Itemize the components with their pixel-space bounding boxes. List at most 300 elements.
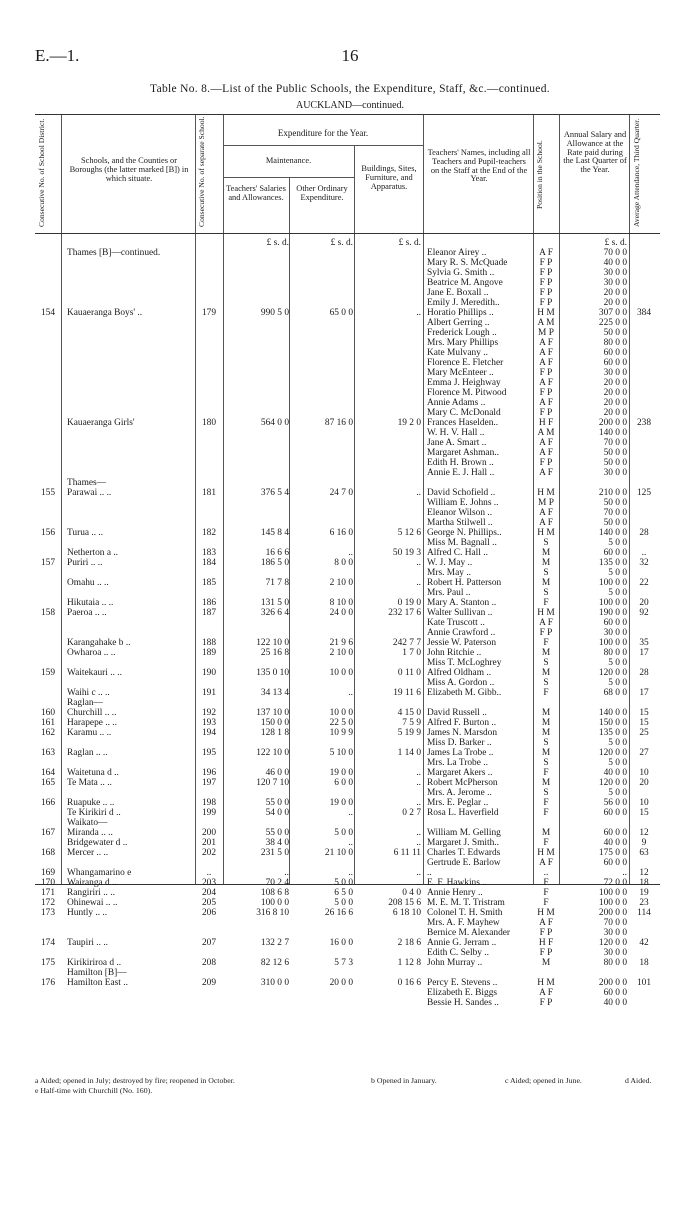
footnote-e: e Half-time with Churchill (No. 160). <box>35 1086 153 1095</box>
annual-salary: 70 0 0 <box>603 918 627 928</box>
table-row <box>35 778 660 788</box>
buildings: .. <box>416 558 421 568</box>
annual-salary: 80 0 0 <box>603 958 627 968</box>
teacher-name: David Schofield .. <box>427 488 496 498</box>
annual-salary: 20 0 0 <box>603 398 627 408</box>
buildings: 4 15 0 <box>397 708 421 718</box>
salaries: 82 12 6 <box>260 958 289 968</box>
salaries: 25 16 8 <box>260 648 289 658</box>
salaries: 54 0 0 <box>265 808 289 818</box>
table-row <box>35 358 660 368</box>
annual-salary: 30 0 0 <box>603 928 627 938</box>
district-no: 168 <box>40 848 56 858</box>
attendance: 19 <box>639 888 649 898</box>
teacher-name: Mrs. Paul .. <box>427 588 471 598</box>
salaries: 122 10 0 <box>256 748 289 758</box>
table-row <box>35 658 660 668</box>
position: M <box>541 958 551 968</box>
annual-salary: 120 0 0 <box>598 668 627 678</box>
header-schools: Schools, and the Counties or Boroughs (the latter marked [B]) in which situate. <box>69 156 189 183</box>
annual-salary: 5 0 0 <box>608 678 627 688</box>
teacher-name: Florence E. Fletcher <box>427 358 504 368</box>
teacher-name: Colonel T. H. Smith <box>427 908 503 918</box>
teacher-name: .. <box>427 868 432 878</box>
teacher-name: Charles T. Edwards <box>427 848 501 858</box>
table-row <box>35 548 660 558</box>
annual-salary: 307 0 0 <box>598 308 627 318</box>
annual-salary: 5 0 0 <box>608 568 627 578</box>
annual-salary: 5 0 0 <box>608 788 627 798</box>
teacher-name: James N. Marsdon <box>427 728 498 738</box>
teacher-name: Miss D. Barker .. <box>427 738 492 748</box>
page-header <box>35 46 665 66</box>
salaries: 100 0 0 <box>260 898 289 908</box>
other-expenditure: 5 0 0 <box>334 828 353 838</box>
teacher-name: Jane A. Smart .. <box>427 438 487 448</box>
position: F <box>543 878 549 888</box>
position: A F <box>539 378 553 388</box>
attendance: 20 <box>639 778 649 788</box>
annual-salary: 140 0 0 <box>598 428 627 438</box>
buildings: .. <box>416 308 421 318</box>
teacher-name: Walter Sullivan .. <box>427 608 493 618</box>
school-no: 183 <box>201 548 217 558</box>
attendance: 9 <box>641 838 647 848</box>
school-name: Harapepe .. .. <box>67 718 117 728</box>
school-name: Mercer .. .. <box>67 848 109 858</box>
position: .. <box>543 868 549 878</box>
buildings: 1 12 8 <box>397 958 421 968</box>
position: F P <box>539 948 553 958</box>
school-no: 182 <box>201 528 217 538</box>
table-row <box>35 408 660 418</box>
salaries: 316 8 10 <box>256 908 289 918</box>
table-row <box>35 688 660 698</box>
annual-salary: 50 0 0 <box>603 328 627 338</box>
annual-salary: 50 0 0 <box>603 448 627 458</box>
other-expenditure: 65 0 0 <box>329 308 353 318</box>
teacher-name: Mrs. A. F. Mayhew <box>427 918 500 928</box>
annual-salary: 50 0 0 <box>603 518 627 528</box>
other-expenditure: 10 0 0 <box>329 668 353 678</box>
other-expenditure: 24 7 0 <box>329 488 353 498</box>
annual-salary: 225 0 0 <box>598 318 627 328</box>
annual-salary: 210 0 0 <box>598 488 627 498</box>
teacher-name: Emma J. Heighway <box>427 378 501 388</box>
teacher-name: Annie Henry .. <box>427 888 483 898</box>
teacher-name: Margaret Ashman.. <box>427 448 499 458</box>
annual-salary: 30 0 0 <box>603 628 627 638</box>
school-no: 195 <box>201 748 217 758</box>
teacher-name: Alfred Oldham .. <box>427 668 492 678</box>
district-no: 160 <box>40 708 56 718</box>
position: F P <box>539 268 553 278</box>
attendance: 42 <box>639 938 649 948</box>
buildings: .. <box>416 488 421 498</box>
school-no: 201 <box>201 838 217 848</box>
school-name: Hikutaia .. .. <box>67 598 114 608</box>
position: F P <box>539 458 553 468</box>
buildings: 19 2 0 <box>397 418 421 428</box>
teacher-name: Annie Crawford .. <box>427 628 496 638</box>
buildings: 7 5 9 <box>402 718 421 728</box>
table-row <box>35 878 660 888</box>
district-no: 172 <box>40 898 56 908</box>
position: M <box>541 648 551 658</box>
attendance: 15 <box>639 808 649 818</box>
annual-salary: 70 0 0 <box>603 248 627 258</box>
teacher-name: Kate Truscott .. <box>427 618 485 628</box>
position: F <box>543 838 549 848</box>
annual-salary: 70 0 0 <box>603 508 627 518</box>
buildings: 208 15 6 <box>388 898 421 908</box>
school-name: Owharoa .. .. <box>67 648 116 658</box>
other-expenditure: 10 0 0 <box>329 708 353 718</box>
annual-salary: 30 0 0 <box>603 368 627 378</box>
annual-salary: 30 0 0 <box>603 948 627 958</box>
annual-salary: 120 0 0 <box>598 748 627 758</box>
position: A M <box>537 318 555 328</box>
position: F P <box>539 408 553 418</box>
annual-salary: 5 0 0 <box>608 588 627 598</box>
attendance: 101 <box>636 978 652 988</box>
position: F <box>543 888 549 898</box>
school-name: Omahu .. .. <box>67 578 109 588</box>
teacher-name: Miss M. Bagnall .. <box>427 538 497 548</box>
teacher-name: Rosa L. Haverfield <box>427 808 499 818</box>
school-name: Rangiriri .. .. <box>67 888 115 898</box>
buildings: 0 4 0 <box>402 888 421 898</box>
table-row <box>35 578 660 588</box>
teacher-name: Eleanor Airey .. <box>427 248 487 258</box>
position: S <box>543 678 549 688</box>
position: A F <box>539 468 553 478</box>
annual-salary: 140 0 0 <box>598 528 627 538</box>
district-no: 175 <box>40 958 56 968</box>
buildings: 0 16 6 <box>397 978 421 988</box>
other-expenditure: 6 16 0 <box>329 528 353 538</box>
position: F <box>543 798 549 808</box>
school-name: Netherton a .. <box>67 548 119 558</box>
other-expenditure: 5 10 0 <box>329 748 353 758</box>
annual-salary: 120 0 0 <box>598 778 627 788</box>
position: A F <box>539 518 553 528</box>
attendance: 18 <box>639 878 649 888</box>
header-teachers: Teachers' Names, including all Teachers and Pupil-teachers on the Staff at the End of the Year. <box>427 148 531 184</box>
salaries: 376 5 4 <box>260 488 289 498</box>
annual-salary: 68 0 0 <box>603 688 627 698</box>
header-buildings: Buildings, Sites, Furniture, and Apparatus. <box>361 164 417 191</box>
teacher-name: Mary R. S. McQuade <box>427 258 508 268</box>
teacher-name: John Ritchie .. <box>427 648 482 658</box>
footnote-c: c Aided; opened in June. <box>505 1076 582 1085</box>
salaries: 122 10 0 <box>256 638 289 648</box>
position: M <box>541 828 551 838</box>
table-row <box>35 338 660 348</box>
teacher-name: Albert Gerring .. <box>427 318 490 328</box>
position: A F <box>539 988 553 998</box>
annual-salary: 200 0 0 <box>598 418 627 428</box>
teacher-name: Elizabeth E. Biggs <box>427 988 498 998</box>
table-row <box>35 378 660 388</box>
position: M <box>541 708 551 718</box>
annual-salary: 60 0 0 <box>603 358 627 368</box>
position: S <box>543 568 549 578</box>
annual-salary: 20 0 0 <box>603 408 627 418</box>
table-row <box>35 608 660 618</box>
teacher-name: Mrs. May .. <box>427 568 472 578</box>
school-name: Kauaeranga Girls' <box>67 418 135 428</box>
table-row <box>35 918 660 928</box>
other-expenditure: 5 7 3 <box>334 958 353 968</box>
position: F P <box>539 928 553 938</box>
table-row <box>35 988 660 998</box>
school-no: 184 <box>201 558 217 568</box>
teacher-name: Edith H. Brown .. <box>427 458 494 468</box>
salaries: 990 5 0 <box>260 308 289 318</box>
salaries: 70 2 4 <box>265 878 289 888</box>
annual-salary: 200 0 0 <box>598 908 627 918</box>
teacher-name: Margaret J. Smith.. <box>427 838 499 848</box>
school-no: 206 <box>201 908 217 918</box>
school-no: 208 <box>201 958 217 968</box>
salaries: 46 0 0 <box>265 768 289 778</box>
buildings: .. <box>416 828 421 838</box>
position: S <box>543 788 549 798</box>
teacher-name: W. H. V. Hall .. <box>427 428 485 438</box>
buildings: .. <box>416 798 421 808</box>
annual-salary: 30 0 0 <box>603 278 627 288</box>
position: A F <box>539 508 553 518</box>
table-row <box>35 728 660 738</box>
annual-salary: 60 0 0 <box>603 988 627 998</box>
position: F P <box>539 278 553 288</box>
school-name: Bridgewater d .. <box>67 838 128 848</box>
position: A F <box>539 338 553 348</box>
teacher-name: Kate Mulvany .. <box>427 348 488 358</box>
buildings: .. <box>416 578 421 588</box>
annual-salary: 60 0 0 <box>603 828 627 838</box>
other-expenditure: 87 16 0 <box>324 418 353 428</box>
salaries: 120 7 10 <box>256 778 289 788</box>
position: H M <box>537 978 555 988</box>
buildings: 1 7 0 <box>402 648 421 658</box>
position: H M <box>537 608 555 618</box>
attendance: 238 <box>636 418 652 428</box>
annual-salary: 100 0 0 <box>598 888 627 898</box>
other-expenditure: .. <box>348 868 353 878</box>
school-no: 207 <box>201 938 217 948</box>
district-no: 156 <box>40 528 56 538</box>
other-expenditure: 10 9 9 <box>329 728 353 738</box>
teacher-name: Sylvia G. Smith .. <box>427 268 495 278</box>
district-no: 162 <box>40 728 56 738</box>
teacher-name: Emily J. Meredith.. <box>427 298 500 308</box>
position: F <box>543 808 549 818</box>
annual-salary: 150 0 0 <box>598 718 627 728</box>
school-name: Turua .. .. <box>67 528 104 538</box>
school-name: Waitekauri .. .. <box>67 668 122 678</box>
school-name: Huntly .. .. <box>67 908 108 918</box>
buildings: .. <box>416 868 421 878</box>
table-row <box>35 638 660 648</box>
district-no: 154 <box>40 308 56 318</box>
table-row <box>35 648 660 658</box>
attendance: 18 <box>639 958 649 968</box>
buildings: 6 11 11 <box>393 848 421 858</box>
attendance: 32 <box>639 558 649 568</box>
table-row <box>35 398 660 408</box>
teacher-name: Miss A. Gordon .. <box>427 678 495 688</box>
annual-salary: 20 0 0 <box>603 288 627 298</box>
position: H M <box>537 848 555 858</box>
teacher-name: Jane E. Boxall .. <box>427 288 489 298</box>
school-no: 205 <box>201 898 217 908</box>
table-row <box>35 928 660 938</box>
salaries: 132 2 7 <box>260 938 289 948</box>
annual-salary: 20 0 0 <box>603 388 627 398</box>
salaries: 326 6 4 <box>260 608 289 618</box>
table-row <box>35 258 660 268</box>
annual-salary: 60 0 0 <box>603 348 627 358</box>
school-no: 194 <box>201 728 217 738</box>
annual-salary: 20 0 0 <box>603 298 627 308</box>
annual-salary: 190 0 0 <box>598 608 627 618</box>
table-row <box>35 618 660 628</box>
footnotes <box>35 1076 665 1096</box>
salaries: 55 0 0 <box>265 798 289 808</box>
attendance: 23 <box>639 898 649 908</box>
district-no: 161 <box>40 718 56 728</box>
position: A M <box>537 428 555 438</box>
teacher-name: Frederick Lough .. <box>427 328 497 338</box>
table-row <box>35 978 660 988</box>
salaries: 310 0 0 <box>260 978 289 988</box>
table-row <box>35 808 660 818</box>
attendance: 15 <box>639 708 649 718</box>
salaries: 150 0 0 <box>260 718 289 728</box>
district-no: 157 <box>40 558 56 568</box>
buildings: 0 19 0 <box>397 598 421 608</box>
district-no: 164 <box>40 768 56 778</box>
table-subtitle: AUCKLAND—continued. <box>295 100 405 111</box>
table-row <box>35 558 660 568</box>
position: M <box>541 548 551 558</box>
district-no: 173 <box>40 908 56 918</box>
annual-salary: 56 0 0 <box>603 798 627 808</box>
position: F <box>543 768 549 778</box>
annual-salary: 5 0 0 <box>608 738 627 748</box>
position: F P <box>539 258 553 268</box>
school-name: Thames [B]—continued. <box>67 248 161 258</box>
school-name: Raglan .. .. <box>67 748 108 758</box>
teacher-name: Robert H. Patterson <box>427 578 502 588</box>
table-row <box>35 518 660 528</box>
teacher-name: Annie Adams .. <box>427 398 486 408</box>
currency-ann: £ s. d. <box>604 238 627 248</box>
table-row <box>35 488 660 498</box>
position: A F <box>539 248 553 258</box>
position: A F <box>539 438 553 448</box>
salaries: 145 8 4 <box>260 528 289 538</box>
table-row <box>35 908 660 918</box>
table-row <box>35 868 660 878</box>
position: S <box>543 758 549 768</box>
attendance: 22 <box>639 578 649 588</box>
teacher-name: David Russell .. <box>427 708 487 718</box>
school-no: 187 <box>201 608 217 618</box>
teacher-name: George N. Phillips.. <box>427 528 502 538</box>
school-no: 203 <box>201 878 217 888</box>
school-name: Wairanga d .. <box>67 878 117 888</box>
other-expenditure: .. <box>348 688 353 698</box>
district-no: 170 <box>40 878 56 888</box>
table-row <box>35 948 660 958</box>
salaries: 564 0 0 <box>260 418 289 428</box>
table-row <box>35 968 660 978</box>
position: F P <box>539 298 553 308</box>
school-name: Waitetuna d .. <box>67 768 119 778</box>
buildings: .. <box>416 768 421 778</box>
annual-salary: 60 0 0 <box>603 808 627 818</box>
table-row <box>35 438 660 448</box>
table-row <box>35 678 660 688</box>
annual-salary: 5 0 0 <box>608 658 627 668</box>
position: M <box>541 728 551 738</box>
buildings: 1 14 0 <box>397 748 421 758</box>
table-row <box>35 588 660 598</box>
school-name: Parawai .. .. <box>67 488 112 498</box>
table-row <box>35 818 660 828</box>
attendance: 17 <box>639 688 649 698</box>
teacher-name: Bernice M. Alexander <box>427 928 511 938</box>
buildings: 6 18 10 <box>392 908 421 918</box>
buildings: .. <box>416 878 421 888</box>
position: M <box>541 748 551 758</box>
district-no: 158 <box>40 608 56 618</box>
table-row <box>35 888 660 898</box>
currency-header-row <box>35 238 660 248</box>
position: H M <box>537 488 555 498</box>
school-name: Taupiri .. .. <box>67 938 109 948</box>
school-name: Waikato— <box>67 818 108 828</box>
school-no: 190 <box>201 668 217 678</box>
district-no: 171 <box>40 888 56 898</box>
district-no: 174 <box>40 938 56 948</box>
header-attendance: Average Attendance, Third Quarter. <box>632 118 641 227</box>
currency-sal: £ s. d. <box>266 238 289 248</box>
teacher-name: Alfred C. Hall .. <box>427 548 488 558</box>
teacher-name: William M. Gelling <box>427 828 501 838</box>
school-no: 199 <box>201 808 217 818</box>
position: S <box>543 738 549 748</box>
table-row <box>35 288 660 298</box>
table-row <box>35 938 660 948</box>
school-no: 192 <box>201 708 217 718</box>
table-row <box>35 388 660 398</box>
position: A F <box>539 618 553 628</box>
teacher-name: Annie E. J. Hall .. <box>427 468 495 478</box>
teacher-name: Jessie W. Paterson <box>427 638 497 648</box>
teacher-name: William E. Johns .. <box>427 498 499 508</box>
attendance: 17 <box>639 648 649 658</box>
table-header <box>35 115 660 234</box>
header-school-no: Consecutive No. of separate School. <box>197 116 206 227</box>
position: F P <box>539 368 553 378</box>
other-expenditure: 16 0 0 <box>329 938 353 948</box>
table-row <box>35 838 660 848</box>
annual-salary: 80 0 0 <box>603 648 627 658</box>
